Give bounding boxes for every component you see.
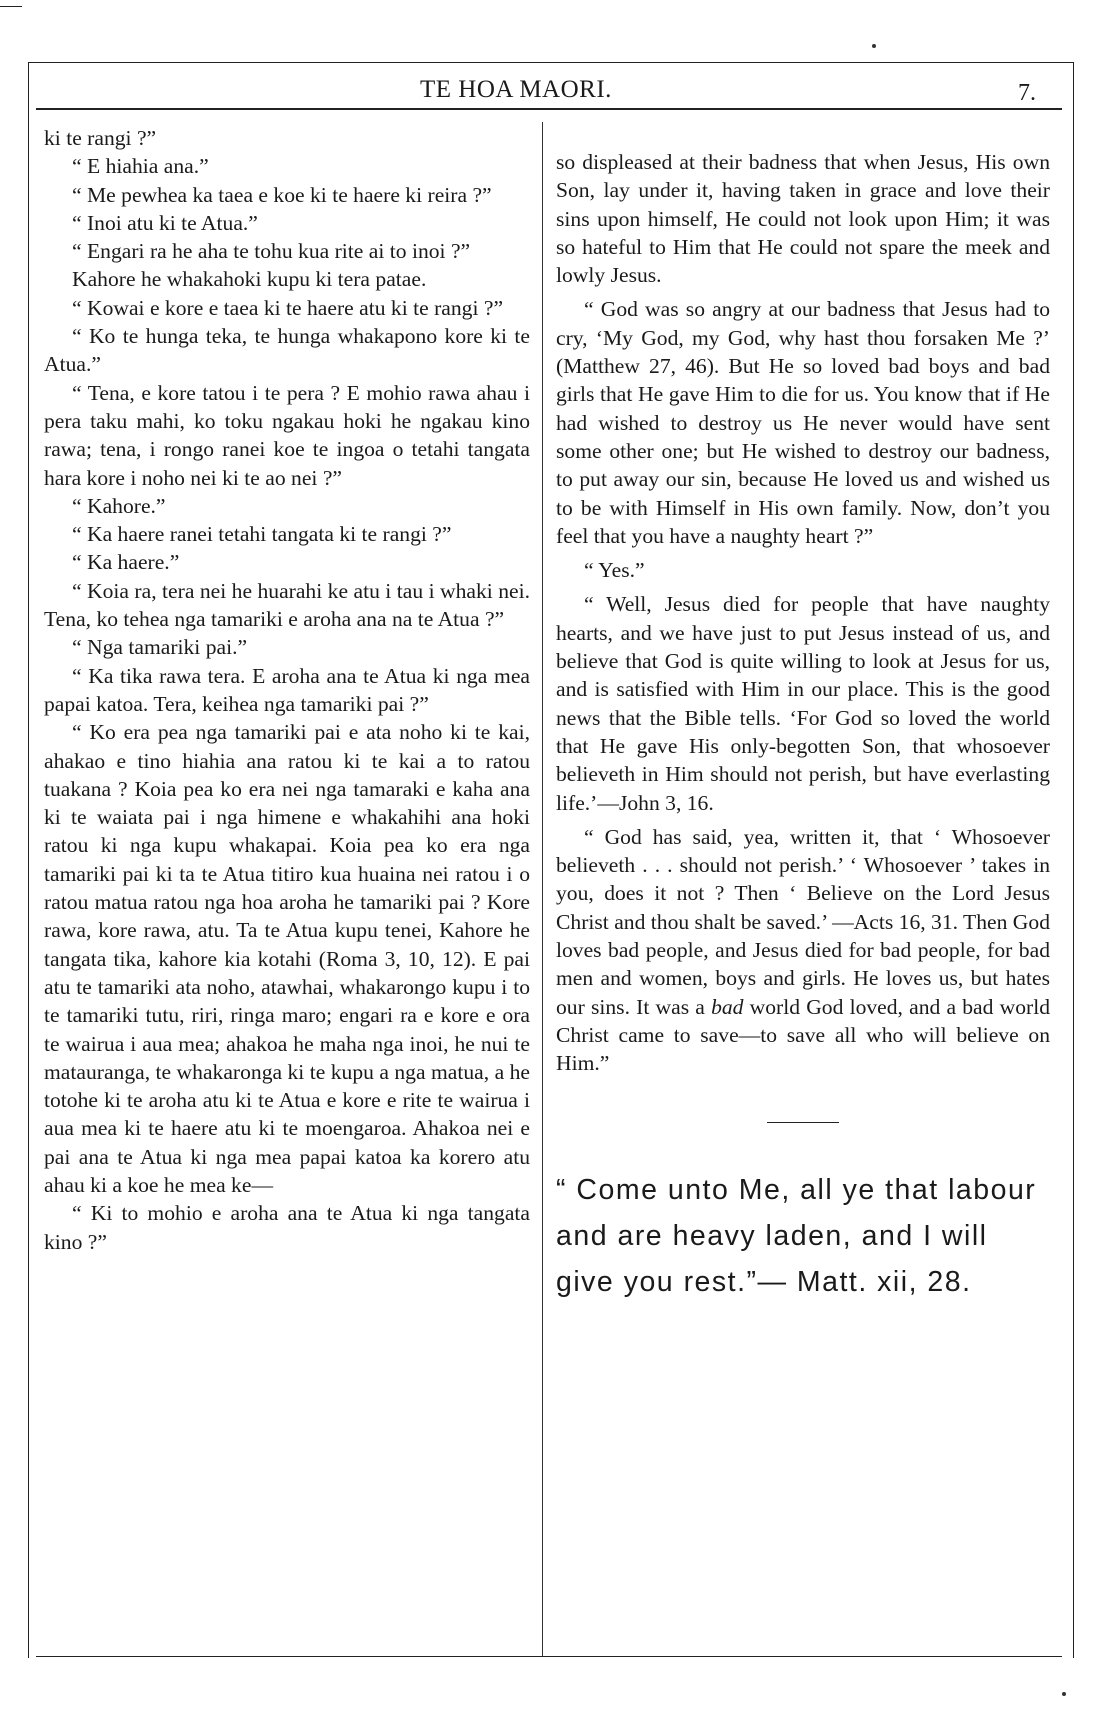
paragraph: “ Ka haere ranei tetahi tangata ki te rangi ?” <box>72 522 452 547</box>
emphasis: bad <box>711 994 744 1019</box>
paragraph: “ Kowai e kore e taea ki te haere atu ki te rangi ?” <box>72 295 504 320</box>
scripture-quote: “ Come unto Me, all ye that labour and are heavy laden, and I will give you rest.”— Matt. xii, 28. <box>556 1173 1037 1298</box>
running-head: TE HOA MAORI. <box>420 76 612 103</box>
paragraph: Kahore he whakahoki kupu ki tera patae. <box>72 267 427 292</box>
print-speck <box>872 44 876 48</box>
paragraph: “ Ko era pea nga tamariki pai e ata noho ki te kai, ahakao e tino hiahia ana ratou ki te kai a to ratou tuakana ? Koia pea ko era nei nga tamaraki e kaha ana ki te waiata pai i nga himene e whakahihi ana hoki ratou ki nga kupu whakapai. Koia pea ko era nga tamariki pai ki ta te Atua titiro kua huaina nei ratou i o ratou matua ratou nga hoa aroha he tamariki pai ? Kore rawa, kore rawa, atu. Ta te Atua kupu tenei, Kahore he tangata tika, kahore kia kotahi (Roma 3, 10, 12). E pai atu te tamariki ata noho, atawhai, whakarongo kupu i to te tamariki tutu, riri, ringa maro; engari ra e kore e ora te wairua i aua mea; ahakoa he maha nga inoi, he nui te matauranga, te whakaronga ki te kupu a nga matua, a he totohe ki te aroha atu ki te Atua e kore e rite te wairua i aua mea ki te haere atu ki te moengaroa. Ahakoa nei e pai ana te Atua ki nga mea papai katoa ka korero atu ahau ki a koe he mea ke— <box>44 720 530 1197</box>
paragraph: “ Tena, e kore tatou i te pera ? E mohio rawa ahau i pera taku mahi, ko toku ngakau hoki he ngakau kino rawa; tena, i rongo ranei koe te ingoa o tetahi tangata hara kore i noho nei ki te ao nei ?” <box>44 380 530 490</box>
paragraph: “ Me pewhea ka taea e koe ki te haere ki reira ?” <box>72 182 492 207</box>
paragraph: ki te rangi ?” <box>44 126 157 150</box>
print-speck <box>1062 1692 1066 1696</box>
paragraph: “ Engari ra he aha te tohu kua rite ai to inoi ?” <box>72 239 471 264</box>
page-number: 7. <box>1018 80 1036 106</box>
right-column <box>556 148 1050 1305</box>
paragraph-text: “ God has said, yea, written it, that ‘ Whosoever believeth . . . should not perish.’ ‘ Whosoever ’ takes in you, does it not ? Then ‘ Believe on the Lord Jesus Christ and thou shalt be saved.’ —Acts 16, 31. Then God loves bad people, and Jesus died for bad people, for bad men and women, boys and girls. He loves us, but hates our sins. It was a <box>556 824 1050 1019</box>
paragraph: so displeased at their badness that when Jesus, His own Son, lay under it, having taken in grace and love their sins upon himself, He could not look upon Him; it was so hateful to Him that He could not spare the meek and lowly Jesus. <box>556 150 1050 288</box>
paragraph: “ God was so angry at our badness that Jesus had to cry, ‘My God, my God, why hast thou forsaken Me ?’ (Matthew 27, 46). But He so loved bad boys and bad girls that He gave Him to die for us. You know that if He had wished to destroy us He never would have sent some other one; but He wished to destroy our badness, to put away our sin, because He loved us and wished us to be with Himself in His own family. Now, don’t you feel that you have a naughty heart ?” <box>556 297 1050 548</box>
section-divider <box>767 1122 839 1123</box>
paragraph: “ Koia ra, tera nei he huarahi ke atu i tau i whaki nei. Tena, ko tehea nga tamariki e aroha ana na te Atua ?” <box>44 578 530 632</box>
paragraph: “ Yes.” <box>584 558 645 583</box>
paragraph: “ Ko te hunga teka, te hunga whakapono kore ki te Atua.” <box>44 324 530 377</box>
left-column <box>44 124 530 1256</box>
paragraph: “ Kahore.” <box>72 493 166 518</box>
corner-mark <box>0 6 22 7</box>
paragraph: “ Nga tamariki pai.” <box>72 635 248 660</box>
paragraph: “ Ka tika rawa tera. E aroha ana te Atua ki nga mea papai katoa. Tera, keihea nga tamariki pai ?” <box>44 663 530 716</box>
paragraph: “ Ki to mohio e aroha ana te Atua ki nga tangata kino ?” <box>44 1201 530 1254</box>
paragraph: “ Inoi atu ki te Atua.” <box>72 210 258 235</box>
header-rule <box>36 108 1062 110</box>
paragraph <box>556 823 1050 1078</box>
paragraph: “ Ka haere.” <box>72 550 180 575</box>
bottom-rule <box>36 1656 1062 1657</box>
paragraph-text: world God loved, and a bad world Christ came to save—to save all who will believe on Him.” <box>556 994 1050 1076</box>
column-divider <box>542 122 543 1657</box>
paragraph: “ E hiahia ana.” <box>72 154 209 179</box>
paragraph: “ Well, Jesus died for people that have naughty hearts, and we have just to put Jesus instead of us, and believe that God is quite willing to look at Jesus for us, and is satisfied with Him in our place. This is the good news that the Bible tells. ‘For God so loved the world that He gave His only-begotten Son, that whosoever believeth in Him should not perish, but have everlasting life.’—John 3, 16. <box>556 592 1050 815</box>
